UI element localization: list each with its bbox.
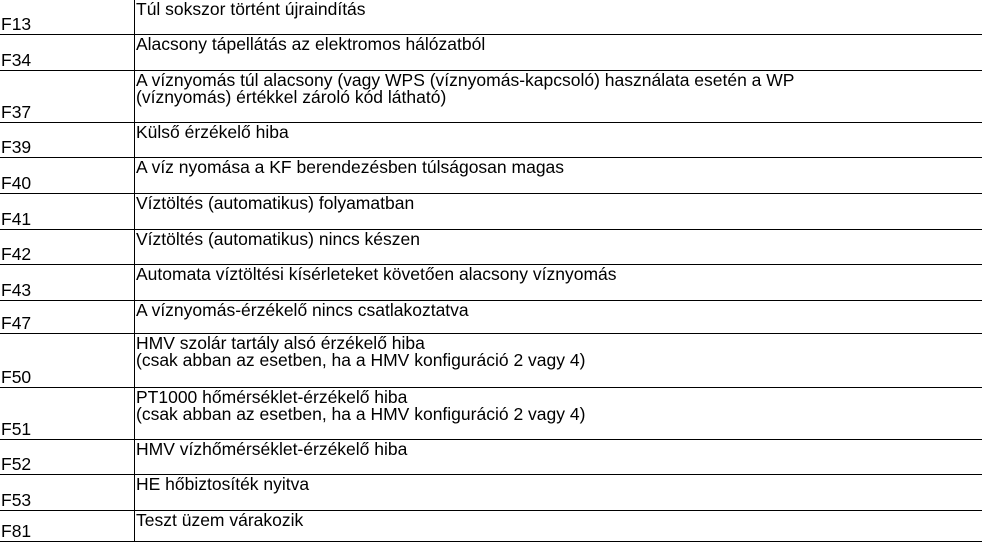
- error-code: F50: [0, 334, 135, 388]
- error-code: F47: [0, 301, 135, 334]
- error-code: F13: [0, 0, 135, 35]
- error-code: F81: [0, 511, 135, 542]
- error-description: [135, 0, 982, 35]
- error-code: F37: [0, 71, 135, 123]
- error-description: [135, 194, 982, 230]
- error-code: F53: [0, 475, 135, 511]
- description-line: A víz nyomása a KF berendezésben túlságosan magas: [136, 159, 982, 176]
- table-row: [0, 265, 982, 301]
- description-line: HMV szolár tartály alsó érzékelő hiba: [136, 335, 982, 352]
- table-row: [0, 194, 982, 230]
- error-code: F40: [0, 158, 135, 194]
- description-line: (víznyomás) értékkel zároló kód látható): [136, 89, 982, 106]
- description-line: Víztöltés (automatikus) nincs készen: [136, 231, 982, 248]
- error-code: F34: [0, 35, 135, 71]
- description-line: Túl sokszor történt újraindítás: [136, 1, 982, 18]
- table-row: [0, 35, 982, 71]
- error-description: [135, 71, 982, 123]
- table-row: [0, 230, 982, 265]
- table-row: [0, 158, 982, 194]
- error-code: F51: [0, 388, 135, 440]
- error-description: [135, 334, 982, 388]
- description-line: (csak abban az esetben, ha a HMV konfiguráció 2 vagy 4): [136, 352, 982, 369]
- description-line: A víznyomás-érzékelő nincs csatlakoztatva: [136, 302, 982, 319]
- description-line: Alacsony tápellátás az elektromos hálózatból: [136, 36, 982, 53]
- error-description: [135, 230, 982, 265]
- description-line: Víztöltés (automatikus) folyamatban: [136, 195, 982, 212]
- table-row: [0, 475, 982, 511]
- error-description: [135, 475, 982, 511]
- error-description: [135, 35, 982, 71]
- error-description: [135, 388, 982, 440]
- table-row: [0, 301, 982, 334]
- description-line: Külső érzékelő hiba: [136, 124, 982, 141]
- description-line: A víznyomás túl alacsony (vagy WPS (víznyomás-kapcsoló) használata esetén a WP: [136, 72, 982, 89]
- description-line: HMV vízhőmérséklet-érzékelő hiba: [136, 441, 982, 458]
- error-description: [135, 265, 982, 301]
- error-description: [135, 511, 982, 542]
- description-line: (csak abban az esetben, ha a HMV konfiguráció 2 vagy 4): [136, 406, 982, 423]
- error-description: [135, 301, 982, 334]
- error-code: F39: [0, 123, 135, 158]
- error-description: [135, 158, 982, 194]
- description-line: PT1000 hőmérséklet-érzékelő hiba: [136, 389, 982, 406]
- description-line: Teszt üzem várakozik: [136, 512, 982, 529]
- error-code: F52: [0, 440, 135, 475]
- table-row: [0, 511, 982, 542]
- error-code: F43: [0, 265, 135, 301]
- table-row: [0, 71, 982, 123]
- description-line: HE hőbiztosíték nyitva: [136, 476, 982, 493]
- description-line: Automata víztöltési kísérleteket követően alacsony víznyomás: [136, 266, 982, 283]
- error-code: F41: [0, 194, 135, 230]
- table-row: [0, 388, 982, 440]
- table-row: [0, 0, 982, 35]
- table-row: [0, 440, 982, 475]
- error-description: [135, 123, 982, 158]
- table-row: [0, 334, 982, 388]
- table-row: [0, 123, 982, 158]
- error-description: [135, 440, 982, 475]
- error-code: F42: [0, 230, 135, 265]
